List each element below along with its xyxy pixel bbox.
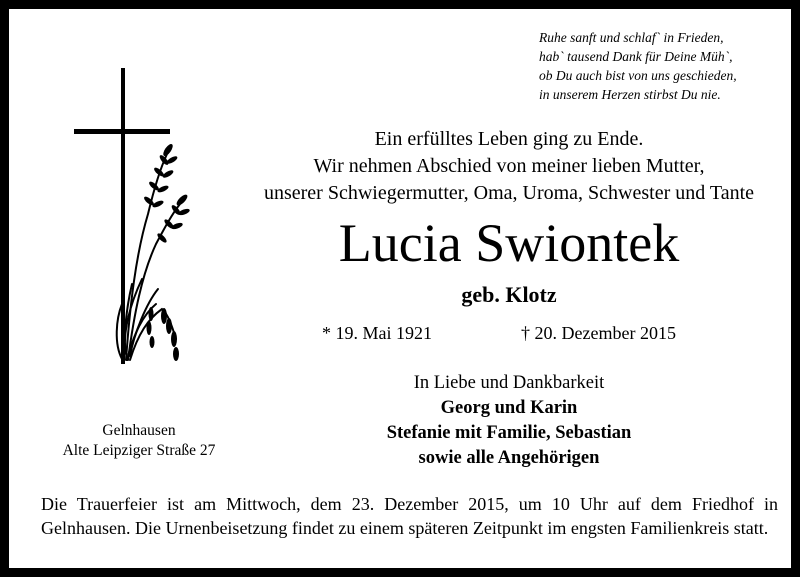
mourners-intro: In Liebe und Dankbarkeit	[413, 373, 605, 393]
death-date: † 20. Dezember 2015	[521, 323, 676, 343]
deceased-name: Lucia Swiontek	[338, 213, 680, 273]
verse-line: in unserem Herzen stirbst Du nie.	[539, 87, 721, 102]
address-city: Gelnhausen	[102, 422, 176, 439]
verse-line: Ruhe sanft und schlaf` in Frieden,	[539, 30, 724, 45]
mourner-line: Georg und Karin	[440, 398, 578, 418]
address-block	[29, 421, 249, 461]
mourner-line: sowie alle Angehörigen	[418, 448, 600, 468]
memorial-verse	[539, 28, 789, 104]
intro-line: Wir nehmen Abschied von meiner lieben Mutter,	[313, 155, 705, 177]
mourners-block	[309, 371, 709, 471]
birth-date: * 19. Mai 1921	[322, 323, 432, 343]
intro-line: unserer Schwiegermutter, Oma, Uroma, Schwester und Tante	[263, 182, 755, 204]
verse-line: ob Du auch bist von uns geschieden,	[539, 68, 737, 83]
address-street: Alte Leipziger Straße 27	[62, 442, 216, 459]
intro-text	[209, 126, 800, 207]
verse-line: hab` tausend Dank für Deine Müh`,	[539, 49, 733, 64]
intro-line: Ein erfülltes Leben ging zu Ende.	[374, 128, 644, 150]
funeral-details: Die Trauerfeier ist am Mittwoch, dem 23. Dezember 2015, um 10 Uhr auf dem Friedhof in Gelnhausen. Die Urnenbeisetzung findet zu einem späteren Zeitpunkt im engsten Familienkreis statt.	[41, 494, 778, 538]
cross-with-grain-icon	[64, 64, 194, 379]
mourner-line: Stefanie mit Familie, Sebastian	[386, 423, 632, 443]
maiden-name: geb. Klotz	[461, 282, 557, 307]
